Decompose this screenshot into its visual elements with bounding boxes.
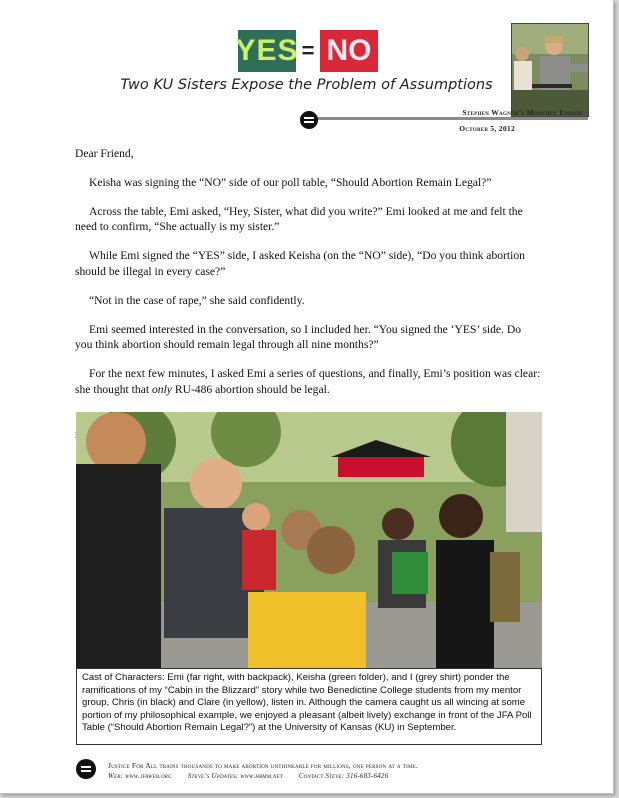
no-tile: NO [320, 30, 378, 72]
paragraph-2: Across the table, Emi asked, “Hey, Sister, what did you write?” Emi looked at me and felt the need to confirm, “She actually is my sister.” [75, 204, 523, 234]
event-photo [76, 412, 542, 668]
letter-body [75, 146, 541, 455]
equals-sign: = [301, 38, 315, 63]
paragraph-1: Keisha was signing the “NO” side of our poll table, “Should Abortion Remain Legal?” [89, 175, 492, 189]
page-title: Two KU Sisters Expose the Problem of Assumptions [120, 77, 493, 93]
footer-contacts [108, 772, 402, 780]
paragraph-6-end: RU-486 abortion should be legal. [171, 382, 330, 396]
paragraph-6-emphasis: only [151, 382, 172, 396]
footer-mission: Justice For All trains thousands to make abortion unthinkable for millions, one person at a time. [108, 761, 418, 770]
yes-tile: YES [238, 30, 296, 72]
footer-updates: Steve’s Updates: www.hbmm.net [187, 772, 283, 780]
paragraph-4: “Not in the case of rape,” she said confidently. [89, 293, 305, 307]
issue-date: October 5, 2012 [459, 124, 515, 133]
footer-web: Web: www.jfaweb.org [108, 772, 172, 780]
paragraph-3: While Emi signed the “YES” side, I asked Keisha (on the “NO” side), “Do you think abortion should be illegal in every case?” [75, 249, 525, 278]
paragraph-6-start: For the next few minutes, I asked Emi a series of questions, and finally, Emi’s position was clear: she thought that [75, 367, 541, 396]
jfa-footer-icon [76, 759, 96, 779]
footer-contact: Contact Steve: 316-683-6426 [298, 772, 389, 780]
photo-caption: Cast of Characters: Emi (far right, with backpack), Keisha (green folder), and I (grey shirt) ponder the ramifications of my “Cabin in the Blizzard” story while two Benedictine College students from my mentor group, Chris (in black) and Clare (in yellow), listen in. Although the camera caught us all wincing at some portion of my philosophical example, we enjoyed a pleasant (albeit lively) exchange in front of the JFA Poll Table (“Should Abortion Remain Legal?”) at the University of Kansas (KU) in September. [76, 668, 542, 745]
byline: Stephen Wagner’s Monthly Update [462, 108, 583, 117]
jfa-equals-icon [300, 111, 318, 129]
greeting: Dear Friend, [75, 147, 134, 160]
yes-equals-no-graphic [235, 30, 378, 72]
paragraph-6 [75, 366, 541, 398]
paragraph-5: Emi seemed interested in the conversation, so I included her. “You signed the ‘YES’ side. Do you think abortion should remain legal through all nine months?” [75, 322, 521, 352]
author-photo [511, 23, 589, 117]
header-rule [300, 117, 588, 120]
